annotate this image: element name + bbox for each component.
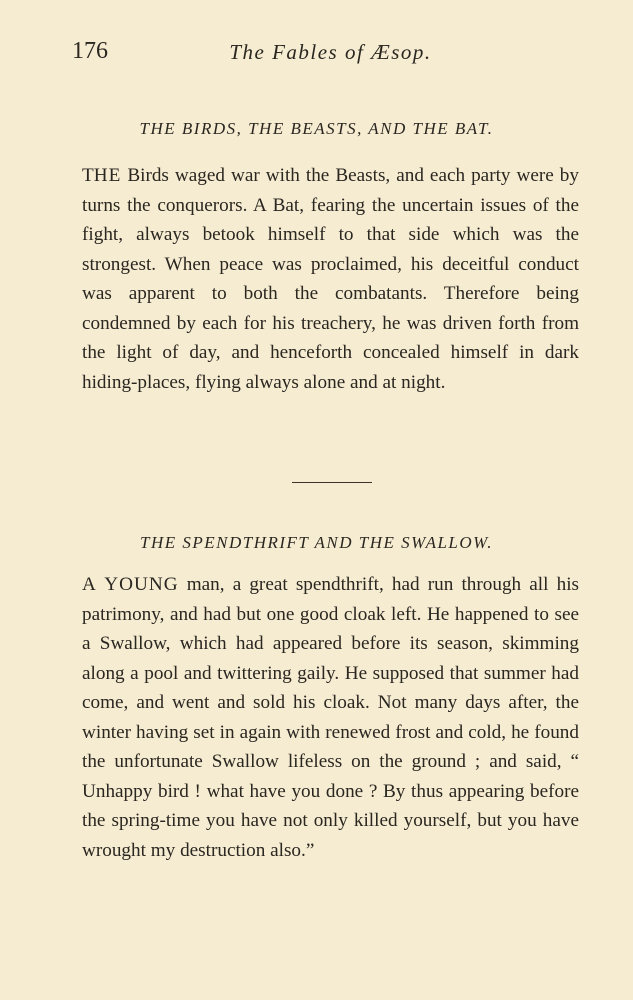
opening-cap: A [82,574,96,595]
opening-cap: T [82,165,94,186]
fable-body-birds-beasts-bat [82,161,579,397]
opening-small-caps: HE [93,165,122,186]
fable-body-spendthrift-swallow [82,570,579,865]
running-head [0,38,633,68]
fable-text: man, a great spendthrift, had run through all his patrimony, and had but one good cloak left. He happened to see a Swallow, which had appeared before its season, skimming along a pool and twittering gaily. He supposed that summer had come, and went and sold his cloak. Not many days after, the winter having set in again with renewed frost and cold, he found the unfortunate Swallow lifeless on the ground ; and said, “ Unhappy bird ! what have you done ? By thus appearing before the spring-time you have not only killed yourself, but you have wrought my destruction also.” [82,574,579,861]
fable-title-birds-beasts-bat: THE BIRDS, THE BEASTS, AND THE BAT. [139,119,494,138]
book-title: The Fables of Æsop. [229,40,432,64]
section-separator [292,482,372,483]
opening-small-caps: YOUNG [95,574,179,595]
fable-text: Birds waged war with the Beasts, and each party were by turns the conquerors. A Bat, fearing the uncertain issues of the fight, always betook himself to that side which was the strongest. When peace was proclaimed, his deceitful conduct was apparent to both the combatants. Therefore being condemned by each for his treachery, he was driven forth from the light of day, and henceforth concealed himself in dark hiding-places, flying always alone and at night. [82,165,579,393]
page-number: 176 [72,38,108,64]
fable-title-spendthrift-swallow: THE SPENDTHRIFT AND THE SWALLOW. [139,533,493,552]
